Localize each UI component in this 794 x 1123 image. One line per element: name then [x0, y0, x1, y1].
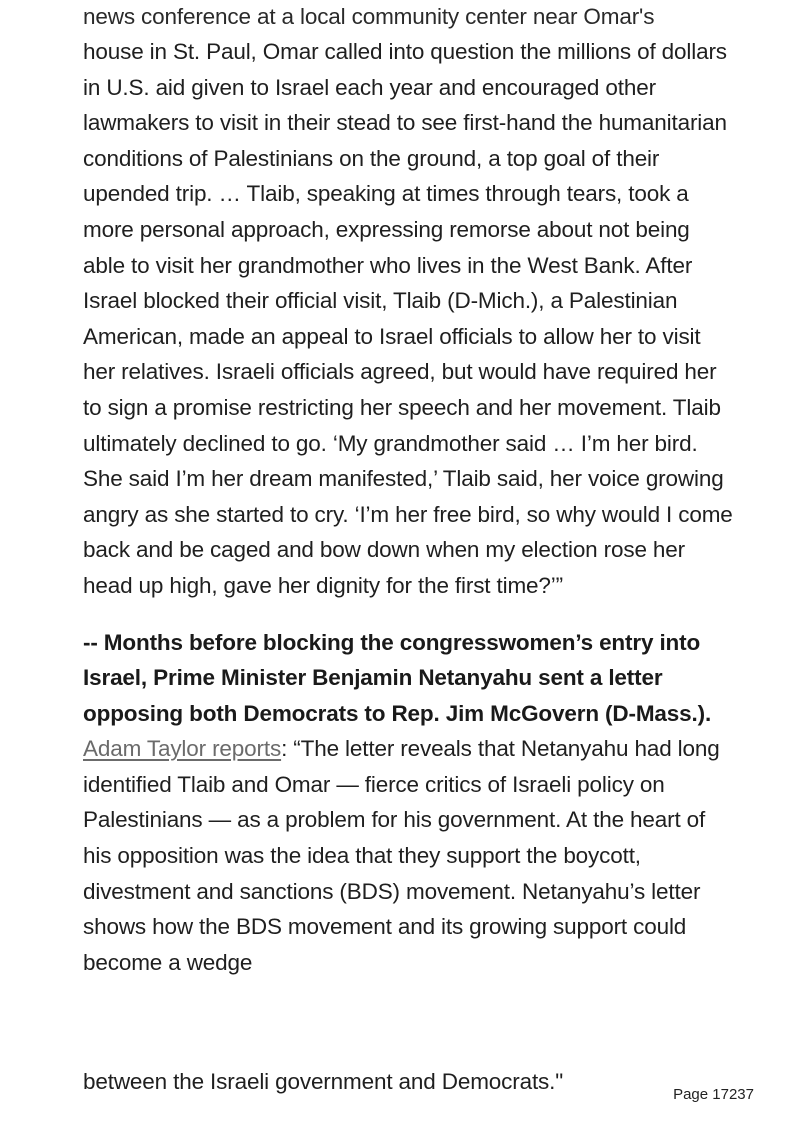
clipped-top-line: [83, 4, 733, 34]
paragraph-netanyahu-letter: [83, 625, 733, 981]
paragraph-quote-text: house in St. Paul, Omar called into question the millions of dollars in U.S. aid given to Israel each year and encouraged other lawmakers to visit in their stead to see first-hand the humanitarian conditions of Palestinians on the ground, a top goal of their upended trip. … Tlaib, speaking at times through tears, took a more personal approach, expressing remorse about not being able to visit her grandmother who lives in the West Bank. After Israel blocked their official visit, Tlaib (D-Mich.), a Palestinian American, made an appeal to Israel officials to allow her to visit her relatives. Israeli officials agreed, but would have required her to sign a promise restricting her speech and her movement. Tlaib ultimately declined to go. ‘My grandmother said … I’m her bird. She said I’m her dream manifested,’ Tlaib said, her voice growing angry as she started to cry. ‘I’m her free bird, so why would I come back and be caged and bow down when my election rose her head up high, gave her dignity for the first time?’”: [83, 39, 733, 598]
paragraph-heading-bold: -- Months before blocking the congresswomen’s entry into Israel, Prime Minister Benjamin Netanyahu sent a letter opposing both Democrats to Rep. Jim McGovern (D-Mass.).: [83, 629, 712, 726]
page-number: Page 17237: [673, 1086, 754, 1103]
adam-taylor-reports-link[interactable]: Adam Taylor reports: [83, 736, 282, 762]
paragraph-letter-text: : “The letter reveals that Netanyahu had long identified Tlaib and Omar — fierce critics of Israeli policy on Palestinians — as a problem for his government. At the heart of his opposition was the idea that they support the boycott, divestment and sanctions (BDS) movement. Netanyahu’s letter shows how the BDS movement and its growing support could become a wedge: [83, 736, 720, 975]
clipped-bottom-text: between the Israeli government and Democrats.": [83, 1069, 564, 1094]
paragraph-quote: [83, 34, 733, 604]
clipped-bottom-line: [83, 1068, 733, 1094]
clipped-top-text: news conference at a local community center near Omar's: [83, 4, 655, 29]
article-body: [83, 4, 733, 980]
